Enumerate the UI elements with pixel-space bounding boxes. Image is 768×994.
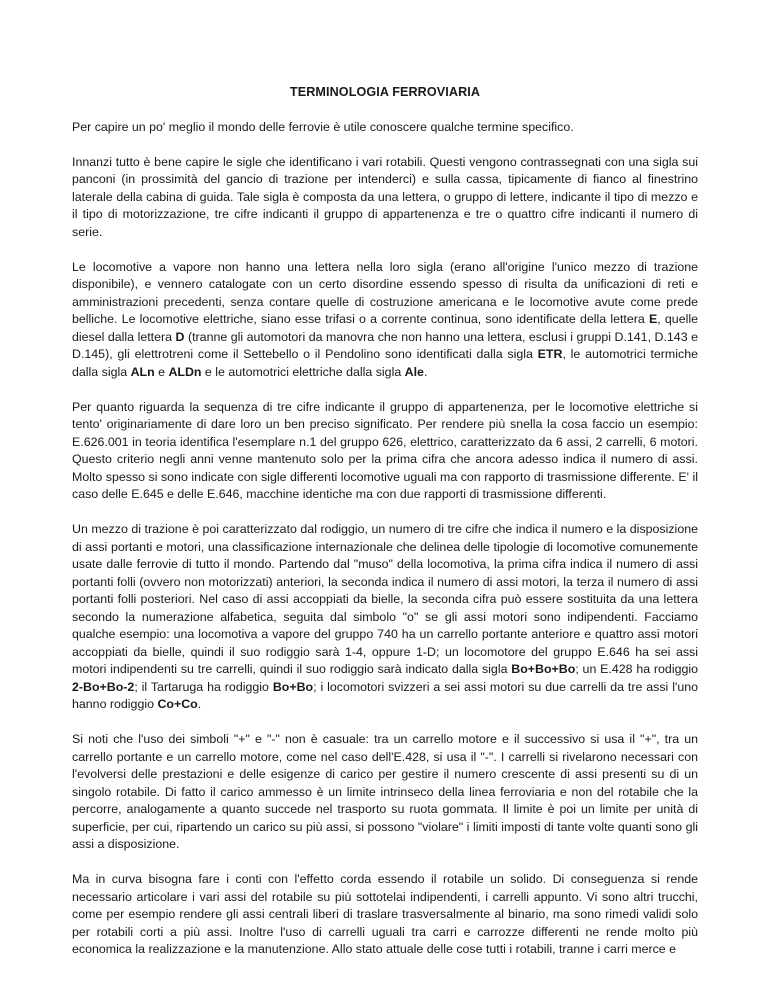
paragraph-text: ; un E.428 ha rodiggio — [575, 662, 698, 676]
paragraph — [72, 259, 698, 382]
paragraph — [72, 731, 698, 854]
paragraph-text: . — [197, 697, 202, 711]
bold-term: Co+Co — [157, 697, 198, 711]
document-title: TERMINOLOGIA FERROVIARIA — [289, 85, 481, 99]
paragraph-text: Ma in curva bisogna fare i conti con l'effetto corda essendo il rotabile un solido. Di conseguenza si rende necessario articolare i vari assi del rotabile su più sottotelai indipendenti, i carrelli appunto. Vi sono altri trucchi, come per esempio rendere gli assi centrali liberi di traslare trasversalmente al binario, ma sono rimedi validi solo per rotabili corti a più assi. Inoltre l'uso di carrelli uguali tra carri e carrozze differenti ne rende molto più economica la realizzazione e la manutenzione. Allo stato attuale delle cose tutti i rotabili, tranne i carri merce e — [72, 872, 698, 956]
paragraph — [72, 871, 698, 959]
bold-term: Bo+Bo — [272, 679, 314, 694]
paragraph-text: e le automotrici elettriche dalla sigla — [201, 364, 405, 379]
paragraph-text: Un mezzo di trazione è poi caratterizzato dal rodiggio, un numero di tre cifre che indica il numero e la disposizione di assi portanti e motori, una classificazione internazionale che delinea delle tipologie di locomotive comunemente usate dalle ferrovie di tutto il mondo. Partendo dal "muso" della locomotiva, la prima cifra indica il numero di assi portanti folli (ovvero non motorizzati) anteriori, la seconda indica il numero di assi motori, la terza il numero di assi portanti folli posteriori. Nel caso di assi accoppiati da bielle, la seconda cifra può essere sostituita da una lettera secondo la numerazione alfabetica, seguita dal simbolo "o" se gli assi motori sono indipendenti. Facciamo qualche esempio: una locomotiva a vapore del gruppo 740 ha un carrello portante anteriore e quattro assi motori accoppiati da bielle, quindi il suo rodiggio sarà 1-4, oppure 1-D; un locomotore del gruppo E.646 ha sei assi motori indipendenti su tre carrelli, quindi il suo rodiggio sarà indicato dalla sigla — [72, 522, 698, 676]
paragraph-text: (tranne gli automotori da manovra che non hanno una lettera, esclusi i gruppi D.141, D.143 e D.145), gli elettrotreni come il Settebello o il Pendolino sono identificati dalla sigla — [72, 329, 698, 361]
paragraph-text: Per quanto riguarda la sequenza di tre cifre indicante il gruppo di appartenenza, per le locomotive elettriche si tento' originariamente di dare loro un ben preciso significato. Per rendere più snella la cosa faccio un esempio: E.626.001 in teoria identifica l'esemplare n.1 del gruppo 626, elettrico, caratterizzato da 6 assi, 2 carrelli, 6 motori. Questo criterio negli anni venne mantenuto solo per la prima cifra che ancora adesso indica il numero di assi. Molto spesso si sono indicate con sigle differenti locomotive uguali ma con rapporto di trasmissione differente. E' il caso delle E.645 e delle E.646, macchine identiche ma con due rapporti di trasmissione differenti. — [72, 399, 698, 501]
paragraph-text: , le automotrici termiche dalla sigla — [72, 347, 698, 379]
bold-term: ALn — [130, 364, 155, 379]
paragraph-text: Le locomotive a vapore non hanno una lettera nella loro sigla (erano all'origine l'unico mezzo di trazione disponibile), e vennero catalogate con un certo disordine essendo spesso di risulta da unificazioni di reti e amministrazioni precedenti, senza contare quelle di costruzione americana e le locomotive avute come prede belliche. Le locomotive elettriche, siano esse trifasi o a corrente continua, sono identificate della lettera — [72, 259, 698, 326]
paragraph — [72, 399, 698, 504]
paragraph-text: e — [154, 364, 169, 379]
paragraph-text: Si noti che l'uso dei simboli "+" e "-" non è casuale: tra un carrello motore e il successivo si usa il "+", tra un carrello portante e un carrello motore, come nel caso dell'E.428, si usa il "-". I carrelli si rivelarono necessari con l'evolversi delle prestazioni e delle esigenze di carico per gestire il numero crescente di assi presenti su di un singolo rotabile. Di fatto il carico ammesso è un limite intrinseco della linea ferroviaria e non del rotabile che la percorre, analogamente a quanto succede nel trasporto su ruota gommata. Il limite è poi un limite per unità di superficie, per cui, ripartendo un carico su più assi, si possono "violare" i limiti imposti di tante volte quanti sono gli assi a disposizione. — [72, 732, 698, 851]
bold-term: ETR — [537, 347, 563, 361]
paragraph-text: ; il Tartaruga ha rodiggio — [134, 679, 273, 694]
paragraph-text: . — [423, 364, 428, 379]
paragraph — [72, 154, 698, 242]
paragraph-text: ; i locomotori svizzeri a sei assi motori su due carrelli da tre assi l'uno hanno rodiggio — [72, 679, 699, 711]
bold-term: ALDn — [168, 364, 202, 379]
paragraph-text: , quelle diesel dalla lettera — [72, 312, 698, 344]
bold-term: E — [649, 312, 658, 326]
document-body — [72, 119, 698, 959]
bold-term: 2-Bo+Bo-2 — [72, 679, 135, 694]
paragraph — [72, 521, 698, 714]
bold-term: Bo+Bo+Bo — [511, 662, 576, 676]
bold-term: D — [175, 329, 185, 344]
paragraph-text: Per capire un po' meglio il mondo delle ferrovie è utile conoscere qualche termine specifico. — [72, 119, 574, 134]
paragraph — [72, 119, 698, 137]
paragraph-text: Innanzi tutto è bene capire le sigle che identificano i vari rotabili. Questi vengono contrassegnati con una sigla sui panconi (in prossimità del gancio di trazione per intenderci) e sulla cassa, tipicamente di fianco al finestrino laterale della cabina di guida. Tale sigla è composta da una lettera, o gruppo di lettere, indicante il tipo di mezzo e il tipo di motorizzazione, tre cifre indicanti il gruppo di appartenenza e tre o quattro cifre indicanti il numero di serie. — [72, 154, 698, 239]
bold-term: Ale — [404, 364, 424, 379]
